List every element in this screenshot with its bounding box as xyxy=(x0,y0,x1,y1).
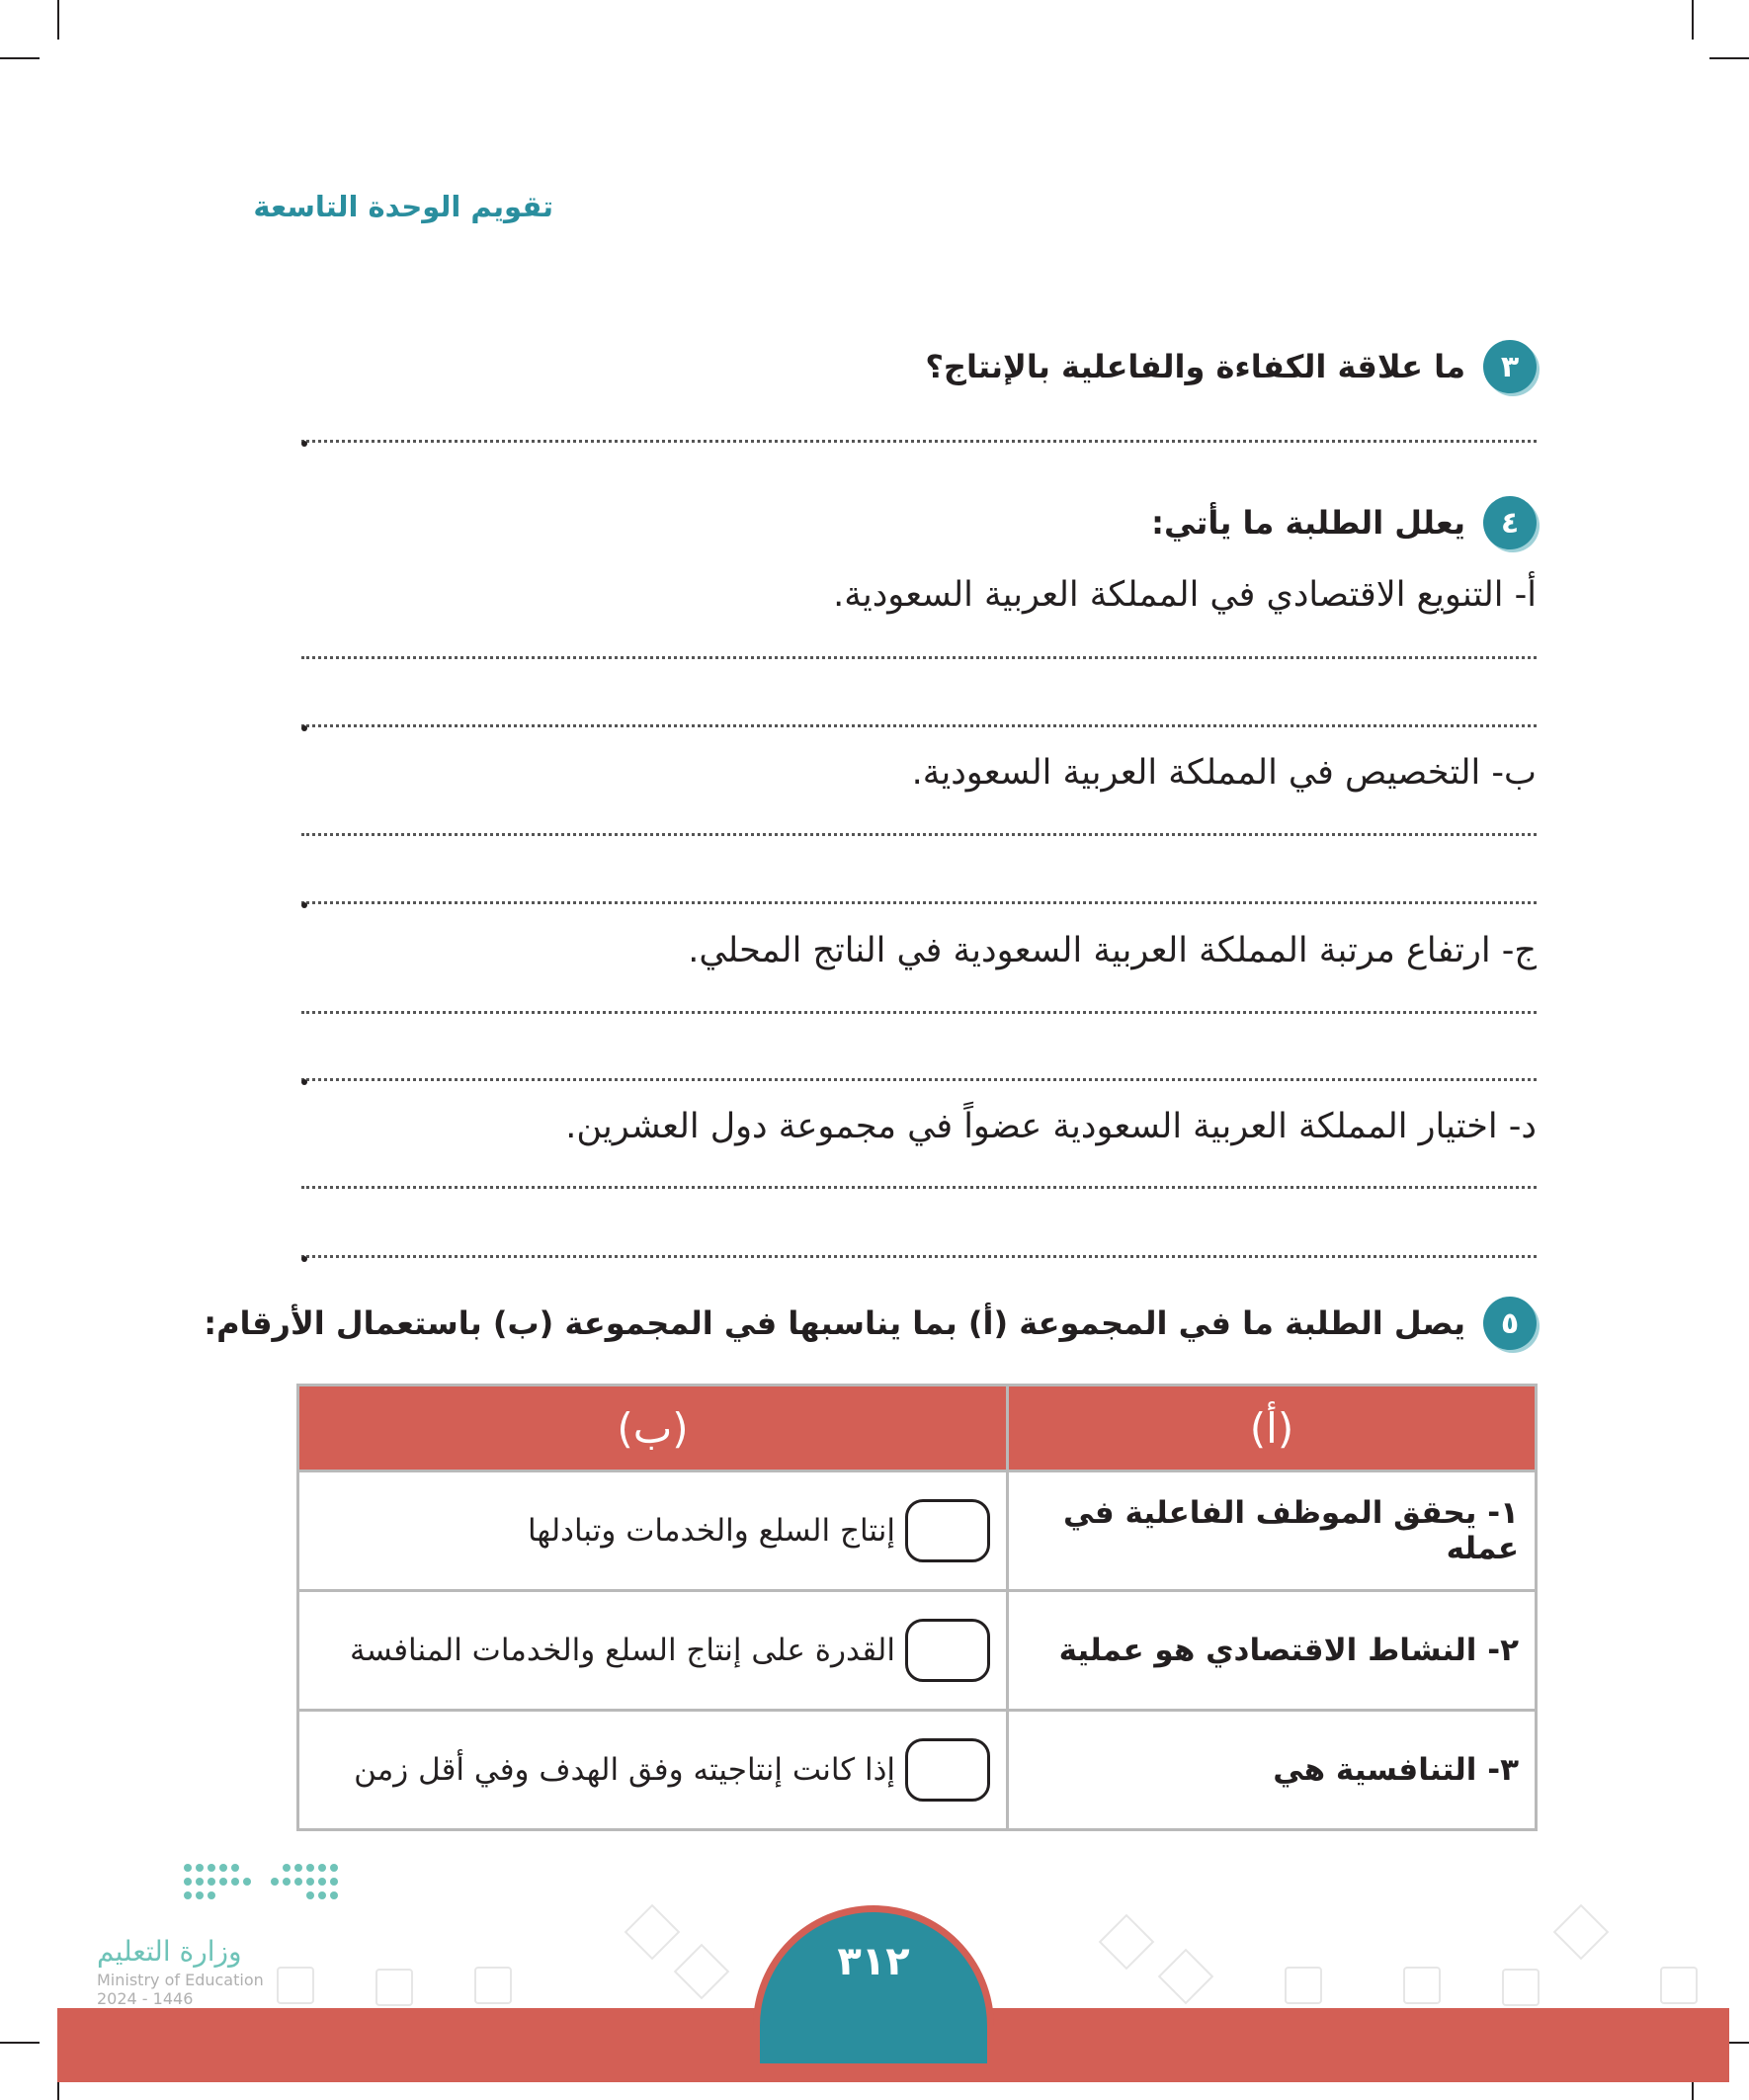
question-text: يعلل الطلبة ما يأتي: xyxy=(1151,504,1465,542)
decor-diamond xyxy=(1553,1904,1610,1961)
group-a-item: ١- يحقق الموظف الفاعلية في عمله xyxy=(1008,1471,1537,1591)
answer-line[interactable] xyxy=(301,901,1537,904)
decor-square xyxy=(474,1967,512,2004)
decor-diamond xyxy=(674,1944,730,2000)
item-a: أ- التنويع الاقتصادي في المملكة العربية السعودية. xyxy=(833,575,1537,615)
answer-line[interactable] xyxy=(301,440,1537,443)
answer-line[interactable] xyxy=(301,1078,1537,1081)
line-end-dot xyxy=(301,1256,307,1262)
crop-mark xyxy=(0,2042,40,2044)
group-b-item: إنتاج السلع والخدمات وتبادلها xyxy=(527,1513,895,1549)
page-number: ٣١٢ xyxy=(837,1939,910,1984)
crop-mark xyxy=(1692,0,1694,40)
group-a-item: ٢- النشاط الاقتصادي هو عملية xyxy=(1008,1591,1537,1711)
question-number-badge: ٣ xyxy=(1483,340,1537,393)
question-text: ما علاقة الكفاءة والفاعلية بالإنتاج؟ xyxy=(925,348,1465,385)
ministry-name-en: Ministry of Education 2024 - 1446 xyxy=(97,1971,264,2008)
decor-diamond xyxy=(625,1904,681,1961)
decor-square xyxy=(1285,1967,1322,2004)
answer-line[interactable] xyxy=(301,1255,1537,1258)
answer-line[interactable] xyxy=(301,656,1537,659)
line-end-dot xyxy=(301,725,307,731)
column-header-b: (ب) xyxy=(298,1386,1008,1471)
crop-mark xyxy=(1709,57,1749,59)
line-end-dot xyxy=(301,1079,307,1085)
answer-line[interactable] xyxy=(301,1011,1537,1014)
question-3 xyxy=(925,340,1537,393)
answer-line[interactable] xyxy=(301,1186,1537,1189)
line-end-dot xyxy=(301,902,307,908)
decor-square xyxy=(1403,1967,1441,2004)
decor-diamond xyxy=(1158,1949,1214,2005)
page-number-tab xyxy=(753,1905,994,2063)
question-number-badge: ٤ xyxy=(1483,496,1537,549)
unit-title: تقويم الوحدة التاسعة xyxy=(253,190,553,223)
ministry-name: وزارة التعليم xyxy=(97,1935,242,1968)
decor-square xyxy=(1502,1969,1540,2006)
answer-line[interactable] xyxy=(301,833,1537,836)
table-row xyxy=(298,1591,1537,1711)
crop-mark xyxy=(0,57,40,59)
group-b-item: القدرة على إنتاج السلع والخدمات المنافسة xyxy=(349,1633,895,1668)
answer-box[interactable] xyxy=(905,1738,990,1802)
item-b: ب- التخصيص في المملكة العربية السعودية. xyxy=(911,753,1537,793)
group-a-item: ٣- التنافسية هي xyxy=(1008,1711,1537,1830)
decor-square xyxy=(1660,1967,1698,2004)
ministry-logo-icon xyxy=(178,1858,356,1907)
question-text: يصل الطلبة ما في المجموعة (أ) بما يناسبها في المجموعة (ب) باستعمال الأرقام: xyxy=(204,1304,1465,1342)
table-row xyxy=(298,1471,1537,1591)
matching-table xyxy=(296,1384,1538,1831)
column-header-a: (أ) xyxy=(1008,1386,1537,1471)
crop-mark xyxy=(57,0,59,40)
decor-square xyxy=(277,1967,314,2004)
question-number-badge: ٥ xyxy=(1483,1297,1537,1350)
item-d: د- اختيار المملكة العربية السعودية عضواً في مجموعة دول العشرين. xyxy=(565,1107,1537,1146)
decor-diamond xyxy=(1099,1914,1155,1971)
answer-box[interactable] xyxy=(905,1499,990,1562)
question-4 xyxy=(1151,496,1537,549)
item-c: ج- ارتفاع مرتبة المملكة العربية السعودية في الناتج المحلي. xyxy=(688,931,1537,970)
group-b-item: إذا كانت إنتاجيته وفق الهدف وفي أقل زمن xyxy=(354,1752,895,1788)
table-row xyxy=(298,1711,1537,1830)
question-5 xyxy=(204,1297,1537,1350)
answer-box[interactable] xyxy=(905,1619,990,1682)
answer-line[interactable] xyxy=(301,724,1537,727)
decor-square xyxy=(375,1969,413,2006)
line-end-dot xyxy=(301,441,307,447)
